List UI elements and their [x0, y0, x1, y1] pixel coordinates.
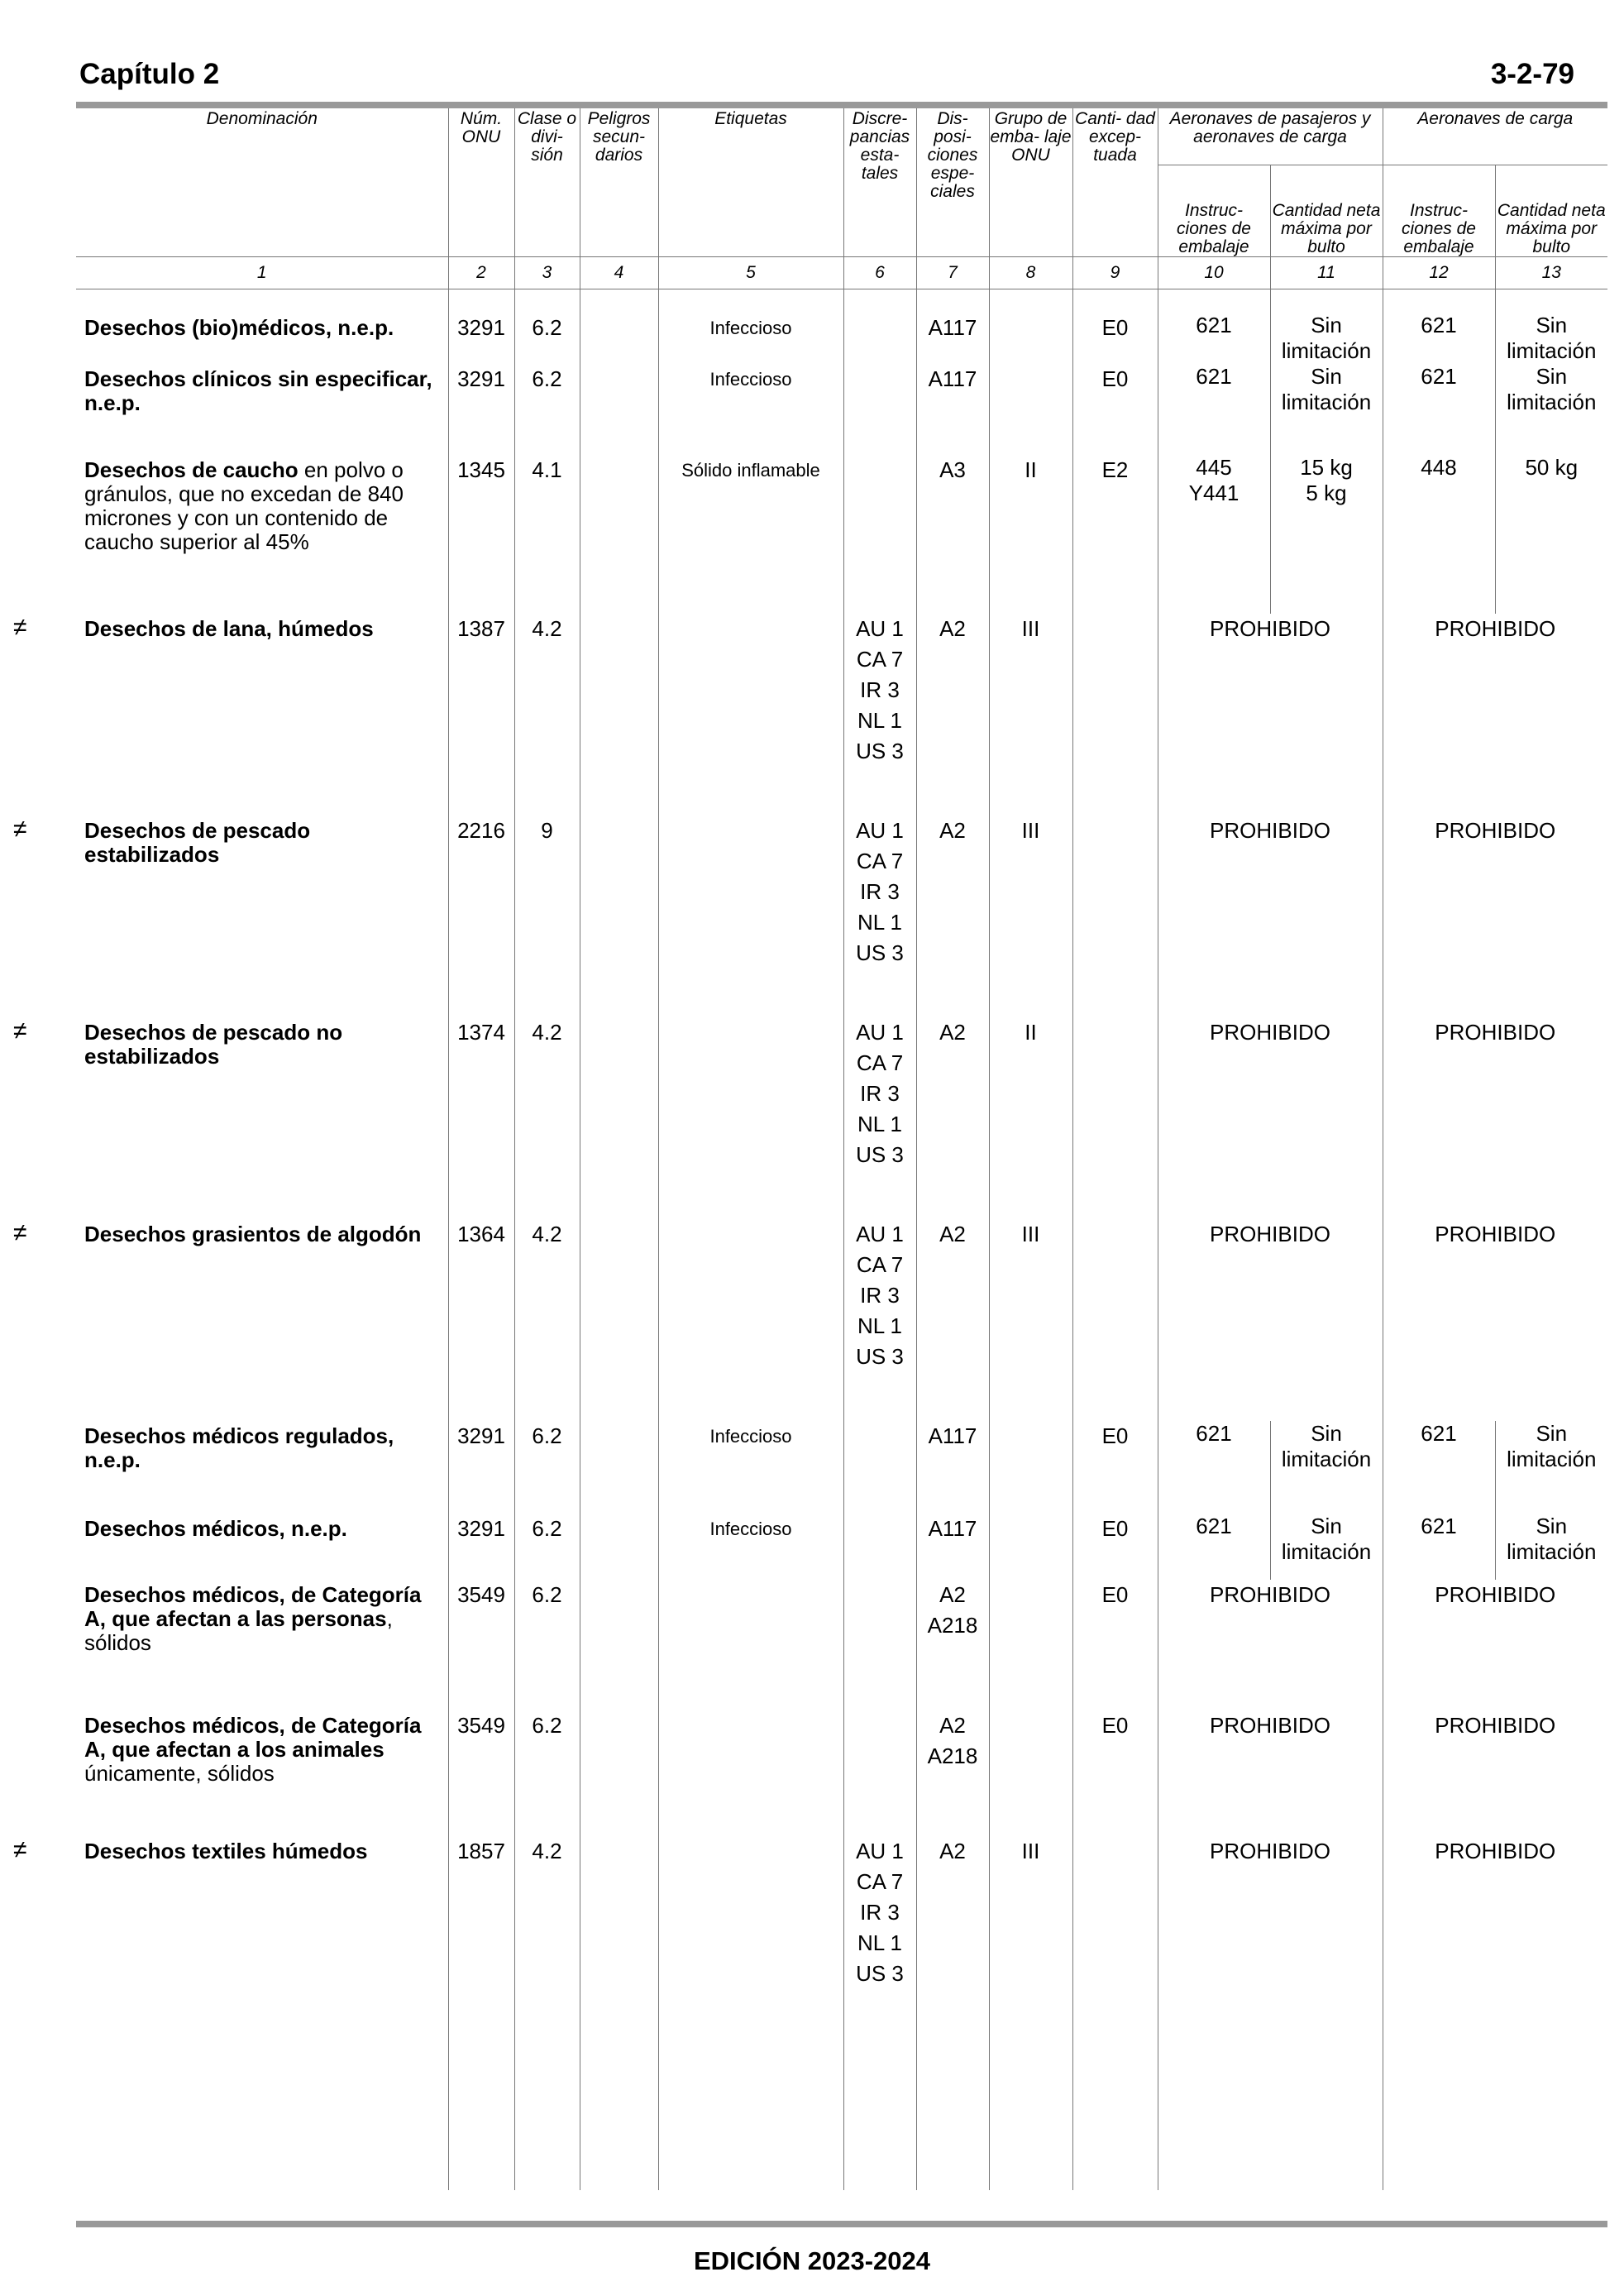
cell-line: CA 7: [856, 1869, 904, 1894]
cell-excepted-qty: [1072, 614, 1158, 816]
cell-line: NL 1: [857, 1313, 902, 1338]
cell-line: Sin limitación: [1281, 364, 1372, 414]
cell-subrisk: [580, 1219, 658, 1421]
col-num: 12: [1383, 257, 1495, 289]
cell-class: 6.2: [514, 289, 580, 365]
name-bold: Desechos de pescado no estabilizados: [84, 1020, 343, 1069]
cell-line: A218: [927, 1744, 978, 1768]
col-labels: Etiquetas: [658, 108, 843, 257]
col-num: 1: [76, 257, 448, 289]
cell-line: 621: [1196, 1514, 1232, 1538]
prohibited-text: PROHIBIDO: [1435, 1839, 1556, 1863]
cell-class: 4.2: [514, 1017, 580, 1219]
cell-special-provisions: [916, 1580, 989, 1710]
cell-subrisk: [580, 1710, 658, 1836]
cell-line: 621: [1421, 313, 1457, 337]
cell-line: US 3: [856, 1344, 904, 1369]
col-subrisk: Peligros secun- darios: [580, 108, 658, 257]
cell-line: AU 1: [856, 818, 904, 843]
cell-state-variations: [843, 1710, 916, 1836]
cell-un: 1345: [448, 455, 514, 614]
cell-state-variations: [843, 1580, 916, 1710]
name-bold: Desechos de pescado estabilizados: [84, 818, 311, 867]
name-rest: en polvo o gránulos, que no excedan de 840 micrones y con un contenido de caucho superior al 45%: [84, 457, 404, 554]
cell-name: [13, 816, 448, 1017]
chapter-title: Capítulo 2: [79, 58, 220, 90]
table-row: [76, 614, 1607, 816]
cell-cao-quantity: [1495, 455, 1607, 614]
cell-line: CA 7: [856, 647, 904, 672]
cell-line: US 3: [856, 940, 904, 965]
cell-line: A117: [928, 1423, 977, 1448]
col-group-cargo: Aeronaves de carga: [1383, 108, 1607, 165]
cell-excepted-qty: E2: [1072, 455, 1158, 614]
cell-class: 6.2: [514, 1514, 580, 1580]
cell-packing-group: II: [989, 1017, 1072, 1219]
cell-line: US 3: [856, 1961, 904, 1986]
name-bold: Desechos médicos, de Categoría A, que afectan a las personas: [84, 1582, 422, 1631]
table-row: [76, 289, 1607, 365]
table-body: [13, 289, 1607, 2191]
col-num: 5: [658, 257, 843, 289]
cell-packing-group: II: [989, 455, 1072, 614]
cell-cao-prohibited: [1383, 614, 1607, 816]
cell-excepted-qty: E0: [1072, 1421, 1158, 1514]
cell-state-variations: [843, 1017, 916, 1219]
cell-pax-prohibited: [1158, 1017, 1383, 1219]
cell-cao-instructions: [1383, 289, 1495, 365]
cell-name: [76, 1514, 448, 1580]
cell-name: [76, 364, 448, 455]
cell-special-provisions: [916, 1514, 989, 1580]
cell-packing-group: III: [989, 1836, 1072, 2190]
cell-line: NL 1: [857, 910, 902, 935]
cell-line: NL 1: [857, 1112, 902, 1136]
cell-pax-instructions: [1158, 455, 1270, 614]
cell-excepted-qty: E0: [1072, 364, 1158, 455]
top-rule: [76, 102, 1607, 108]
cell-name: [76, 1710, 448, 1836]
cell-subrisk: [580, 1421, 658, 1514]
table-row: [76, 1710, 1607, 1836]
page-header: [79, 58, 1574, 99]
name-bold: Desechos textiles húmedos: [84, 1839, 368, 1863]
cell-line: AU 1: [856, 1222, 904, 1246]
col-num: 11: [1270, 257, 1383, 289]
cell-state-variations: [843, 1219, 916, 1421]
table-row: [76, 364, 1607, 455]
cell-packing-group: III: [989, 816, 1072, 1017]
prohibited-text: PROHIBIDO: [1435, 818, 1556, 843]
cell-class: 6.2: [514, 1580, 580, 1710]
cell-cao-instructions: [1383, 455, 1495, 614]
revision-mark: ≠: [13, 1219, 27, 1246]
cell-line: A2: [939, 1020, 966, 1045]
cell-pax-prohibited: [1158, 816, 1383, 1017]
cell-line: 621: [1196, 313, 1232, 337]
cell-line: IR 3: [860, 1081, 900, 1106]
cell-label: Infeccioso: [658, 1514, 843, 1580]
name-bold: Desechos médicos regulados, n.e.p.: [84, 1423, 394, 1472]
cell-line: IR 3: [860, 677, 900, 702]
cell-state-variations: [843, 1836, 916, 2190]
cell-state-variations: [843, 816, 916, 1017]
prohibited-text: PROHIBIDO: [1435, 1582, 1556, 1607]
cell-line: A3: [939, 457, 966, 482]
cell-cao-prohibited: [1383, 1017, 1607, 1219]
cell-excepted-qty: [1072, 1836, 1158, 2190]
cell-excepted-qty: [1072, 816, 1158, 1017]
cell-un: 1364: [448, 1219, 514, 1421]
cell-line: IR 3: [860, 1900, 900, 1925]
cell-line: Sin limitación: [1507, 364, 1597, 414]
dangerous-goods-table: [13, 108, 1607, 2190]
cell-special-provisions: [916, 289, 989, 365]
cell-cao-prohibited: [1383, 816, 1607, 1017]
cell-line: A117: [928, 315, 977, 340]
col-num: 4: [580, 257, 658, 289]
table-row: [76, 1219, 1607, 1421]
cell-un: 3291: [448, 289, 514, 365]
cell-line: 15 kg: [1300, 455, 1353, 480]
cell-label: [658, 1017, 843, 1219]
cell-un: 1857: [448, 1836, 514, 2190]
cell-class: 4.1: [514, 455, 580, 614]
prohibited-text: PROHIBIDO: [1210, 1839, 1330, 1863]
cell-line: A2: [939, 616, 966, 641]
cell-label: [658, 1580, 843, 1710]
cell-name: [13, 1219, 448, 1421]
col-group-passenger: Aeronaves de pasajeros y aeronaves de carga: [1158, 108, 1383, 165]
cell-state-variations: [843, 455, 916, 614]
cell-cao-instructions: [1383, 1514, 1495, 1580]
cell-name: [76, 289, 448, 365]
cell-line: Sin limitación: [1507, 1514, 1597, 1564]
cell-line: CA 7: [856, 1050, 904, 1075]
cell-packing-group: III: [989, 614, 1072, 816]
prohibited-text: PROHIBIDO: [1435, 1222, 1556, 1246]
cell-line: Sin limitación: [1507, 313, 1597, 363]
cell-class: 4.2: [514, 1219, 580, 1421]
col-num: 8: [989, 257, 1072, 289]
revision-mark: ≠: [13, 614, 27, 641]
cell-un: 3549: [448, 1580, 514, 1710]
cell-cao-prohibited: [1383, 1580, 1607, 1710]
prohibited-text: PROHIBIDO: [1435, 1020, 1556, 1045]
prohibited-text: PROHIBIDO: [1210, 1020, 1330, 1045]
name-bold: Desechos de lana, húmedos: [84, 616, 374, 641]
cell-subrisk: [580, 364, 658, 455]
cell-line: US 3: [856, 1142, 904, 1167]
cell-line: 50 kg: [1525, 455, 1579, 480]
col-num: 6: [843, 257, 916, 289]
col-num: 3: [514, 257, 580, 289]
cell-cao-quantity: [1495, 1514, 1607, 1580]
cell-line: 448: [1421, 455, 1457, 480]
cell-line: A2: [939, 1222, 966, 1246]
cell-packing-group: [989, 1514, 1072, 1580]
table-row: [76, 816, 1607, 1017]
cell-line: AU 1: [856, 1839, 904, 1863]
cell-line: CA 7: [856, 849, 904, 873]
cell-subrisk: [580, 816, 658, 1017]
cell-line: A2: [939, 818, 966, 843]
col-num: 9: [1072, 257, 1158, 289]
cell-special-provisions: [916, 1421, 989, 1514]
col-class: Clase o divi- sión: [514, 108, 580, 257]
cell-special-provisions: [916, 1219, 989, 1421]
cell-line: 621: [1421, 1421, 1457, 1446]
cell-pax-instructions: [1158, 1514, 1270, 1580]
cell-packing-group: [989, 1710, 1072, 1836]
cell-pax-prohibited: [1158, 1710, 1383, 1836]
cell-line: A117: [928, 366, 977, 391]
col-un: Núm. ONU: [448, 108, 514, 257]
col-special-provisions: Dis- posi- ciones espe- ciales: [916, 108, 989, 257]
cell-pax-quantity: [1270, 1514, 1383, 1580]
cell-line: Sin limitación: [1507, 1421, 1597, 1471]
cell-cao-quantity: [1495, 289, 1607, 365]
cell-excepted-qty: [1072, 1219, 1158, 1421]
table-row: [76, 1836, 1607, 2190]
cell-pax-quantity: [1270, 1421, 1383, 1514]
cell-un: 3291: [448, 1421, 514, 1514]
col-excepted-qty: Canti- dad excep- tuada: [1072, 108, 1158, 257]
cell-label: [658, 1836, 843, 2190]
cell-label: Infeccioso: [658, 1421, 843, 1514]
cell-line: Sin limitación: [1281, 313, 1372, 363]
col-name: Denominación: [76, 108, 448, 257]
cell-line: 621: [1196, 364, 1232, 389]
cell-special-provisions: [916, 455, 989, 614]
name-bold: Desechos (bio)médicos, n.e.p.: [84, 315, 394, 340]
cell-excepted-qty: E0: [1072, 289, 1158, 365]
revision-mark: ≠: [13, 1017, 27, 1045]
cell-class: 6.2: [514, 1421, 580, 1514]
cell-line: A2: [939, 1713, 966, 1738]
cell-label: [658, 816, 843, 1017]
col-cao-instructions: Instruc- ciones de embalaje: [1383, 165, 1495, 257]
table-row: [76, 1514, 1607, 1580]
col-num: 7: [916, 257, 989, 289]
cell-un: 2216: [448, 816, 514, 1017]
col-state-variations: Discre- pancias esta- tales: [843, 108, 916, 257]
cell-line: Y441: [1188, 481, 1239, 505]
col-packing-group: Grupo de emba- laje ONU: [989, 108, 1072, 257]
cell-special-provisions: [916, 614, 989, 816]
cell-cao-quantity: [1495, 1421, 1607, 1514]
cell-packing-group: [989, 364, 1072, 455]
cell-line: A2: [939, 1582, 966, 1607]
cell-name: [76, 1580, 448, 1710]
cell-name: [76, 455, 448, 614]
cell-name: [13, 1017, 448, 1219]
cell-line: IR 3: [860, 879, 900, 904]
cell-pax-prohibited: [1158, 1836, 1383, 2190]
cell-class: 6.2: [514, 1710, 580, 1836]
cell-class: 4.2: [514, 1836, 580, 2190]
col-pax-quantity: Cantidad neta máxima por bulto: [1270, 165, 1383, 257]
prohibited-text: PROHIBIDO: [1210, 1582, 1330, 1607]
cell-line: Sin limitación: [1281, 1421, 1372, 1471]
page-number: 3-2-79: [1490, 58, 1574, 90]
cell-un: 1387: [448, 614, 514, 816]
cell-state-variations: [843, 614, 916, 816]
cell-cao-quantity: [1495, 364, 1607, 455]
cell-class: 9: [514, 816, 580, 1017]
revision-mark: ≠: [13, 1836, 27, 1863]
cell-label: Sólido inflamable: [658, 455, 843, 614]
cell-pax-instructions: [1158, 1421, 1270, 1514]
cell-line: A218: [927, 1613, 978, 1638]
cell-label: [658, 1219, 843, 1421]
cell-pax-prohibited: [1158, 1219, 1383, 1421]
name-bold: Desechos de caucho: [84, 457, 299, 482]
cell-un: 3549: [448, 1710, 514, 1836]
revision-mark: ≠: [13, 816, 27, 843]
cell-packing-group: [989, 1580, 1072, 1710]
cell-line: NL 1: [857, 708, 902, 733]
cell-un: 3291: [448, 1514, 514, 1580]
cell-subrisk: [580, 289, 658, 365]
cell-pax-prohibited: [1158, 1580, 1383, 1710]
prohibited-text: PROHIBIDO: [1210, 818, 1330, 843]
cell-pax-quantity: [1270, 364, 1383, 455]
cell-excepted-qty: E0: [1072, 1514, 1158, 1580]
name-bold: Desechos médicos, de Categoría A, que afectan a los animales: [84, 1713, 422, 1762]
name-rest: únicamente, sólidos: [84, 1761, 275, 1786]
cell-line: CA 7: [856, 1252, 904, 1277]
cell-line: 5 kg: [1306, 481, 1347, 505]
cell-subrisk: [580, 1514, 658, 1580]
col-num: 13: [1495, 257, 1607, 289]
cell-state-variations: [843, 1421, 916, 1514]
cell-cao-prohibited: [1383, 1710, 1607, 1836]
cell-excepted-qty: E0: [1072, 1580, 1158, 1710]
prohibited-text: PROHIBIDO: [1210, 616, 1330, 641]
cell-line: Sin limitación: [1281, 1514, 1372, 1564]
cell-class: 4.2: [514, 614, 580, 816]
edition-footer: EDICIÓN 2023-2024: [693, 2246, 931, 2275]
cell-special-provisions: [916, 1836, 989, 2190]
col-cao-quantity: Cantidad neta máxima por bulto: [1497, 201, 1606, 256]
cell-un: 3291: [448, 364, 514, 455]
cell-excepted-qty: [1072, 1017, 1158, 1219]
cell-packing-group: [989, 1421, 1072, 1514]
cell-line: NL 1: [857, 1930, 902, 1955]
cell-line: IR 3: [860, 1283, 900, 1308]
cell-special-provisions: [916, 364, 989, 455]
cell-label: [658, 1710, 843, 1836]
cell-line: 445: [1196, 455, 1232, 480]
cell-packing-group: [989, 289, 1072, 365]
cell-subrisk: [580, 455, 658, 614]
cell-line: 621: [1421, 364, 1457, 389]
cell-cao-instructions: [1383, 364, 1495, 455]
prohibited-text: PROHIBIDO: [1210, 1713, 1330, 1738]
prohibited-text: PROHIBIDO: [1210, 1222, 1330, 1246]
name-bold: Desechos grasientos de algodón: [84, 1222, 422, 1246]
cell-special-provisions: [916, 1710, 989, 1836]
name-rest: , sólidos: [84, 1606, 393, 1655]
cell-pax-instructions: [1158, 364, 1270, 455]
col-num: 2: [448, 257, 514, 289]
prohibited-text: PROHIBIDO: [1435, 1713, 1556, 1738]
col-pax-instructions: Instruc- ciones de embalaje: [1158, 165, 1270, 257]
cell-pax-quantity: [1270, 289, 1383, 365]
cell-special-provisions: [916, 816, 989, 1017]
cell-cao-instructions: [1383, 1421, 1495, 1514]
cell-name: [76, 1421, 448, 1514]
table-row: [76, 1017, 1607, 1219]
cell-class: 6.2: [514, 364, 580, 455]
cell-subrisk: [580, 1017, 658, 1219]
cell-line: 621: [1196, 1421, 1232, 1446]
cell-pax-prohibited: [1158, 614, 1383, 816]
table-row: [76, 455, 1607, 614]
cell-excepted-qty: E0: [1072, 1710, 1158, 1836]
cell-line: A2: [939, 1839, 966, 1863]
cell-state-variations: [843, 1514, 916, 1580]
cell-packing-group: III: [989, 1219, 1072, 1421]
cell-cao-prohibited: [1383, 1836, 1607, 2190]
name-bold: Desechos médicos, n.e.p.: [84, 1516, 347, 1541]
col-num: 10: [1158, 257, 1270, 289]
cell-name: [13, 614, 448, 816]
cell-line: US 3: [856, 739, 904, 763]
cell-un: 1374: [448, 1017, 514, 1219]
cell-line: 621: [1421, 1514, 1457, 1538]
cell-cao-prohibited: [1383, 1219, 1607, 1421]
cell-pax-quantity: [1270, 455, 1383, 614]
cell-line: AU 1: [856, 616, 904, 641]
table-row: [76, 1421, 1607, 1514]
cell-line: A117: [928, 1516, 977, 1541]
table-row: [76, 1580, 1607, 1710]
cell-label: [658, 614, 843, 816]
cell-special-provisions: [916, 1017, 989, 1219]
cell-pax-instructions: [1158, 289, 1270, 365]
cell-label: Infeccioso: [658, 364, 843, 455]
cell-label: Infeccioso: [658, 289, 843, 365]
cell-name: [13, 1836, 448, 2190]
cell-subrisk: [580, 1580, 658, 1710]
cell-line: AU 1: [856, 1020, 904, 1045]
cell-state-variations: [843, 289, 916, 365]
name-bold: Desechos clínicos sin especificar, n.e.p.: [84, 366, 432, 415]
cell-subrisk: [580, 1836, 658, 2190]
cell-state-variations: [843, 364, 916, 455]
bottom-rule: [76, 2221, 1607, 2227]
cell-subrisk: [580, 614, 658, 816]
prohibited-text: PROHIBIDO: [1435, 616, 1556, 641]
